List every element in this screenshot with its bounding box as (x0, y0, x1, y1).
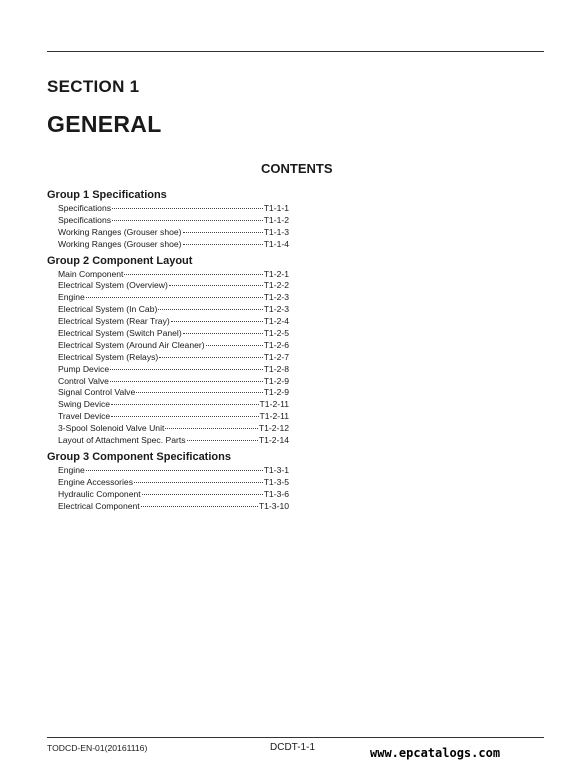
toc-entry[interactable] (58, 328, 289, 340)
toc-group-title: Group 1 Specifications (47, 189, 167, 201)
toc-entry[interactable] (58, 280, 289, 292)
toc-entry-page: T1-3-5 (263, 476, 289, 487)
toc-entry-title: Electrical System (Switch Panel) (58, 328, 182, 339)
toc-entry-title: Hydraulic Component (58, 488, 141, 499)
toc-entry-page: T1-2-6 (263, 339, 289, 350)
toc-dot-leader (141, 506, 258, 507)
toc-entry-title: Electrical System (Relays) (58, 351, 159, 362)
toc-entry-title: Pump Device (58, 363, 110, 374)
toc-entry-page: T1-1-1 (263, 203, 289, 213)
toc-entry[interactable] (58, 435, 289, 447)
toc-entry[interactable] (58, 352, 289, 364)
toc-entry-page: T1-2-8 (263, 363, 289, 374)
toc-entry[interactable] (58, 477, 289, 489)
toc-entry-title: Engine Accessories (58, 476, 133, 487)
toc-dot-leader (110, 381, 263, 382)
toc-dot-leader (187, 440, 258, 441)
toc-entry-page: T1-1-3 (263, 226, 289, 237)
toc-entry-page: T1-2-1 (263, 268, 289, 279)
toc-dot-leader (183, 244, 263, 245)
toc-entry[interactable] (58, 304, 289, 316)
toc-entry-page: T1-3-6 (263, 488, 289, 499)
footer-document-code: TODCD-EN-01(20161116) (47, 743, 148, 753)
toc-dot-leader (86, 470, 263, 471)
toc-dot-leader (112, 220, 263, 221)
toc-dot-leader (206, 345, 263, 346)
toc-entry[interactable] (58, 501, 289, 513)
toc-dot-leader (171, 321, 263, 322)
toc-entry-page: T1-2-4 (263, 316, 289, 327)
footer-page-number: DCDT-1-1 (270, 742, 316, 753)
toc-entry[interactable] (58, 364, 289, 376)
toc-entry-title: Electrical Component (58, 500, 140, 511)
toc-dot-leader (142, 494, 263, 495)
contents-heading: CONTENTS (261, 161, 333, 176)
toc-entry-page: T1-2-3 (263, 304, 289, 315)
toc-entry[interactable] (58, 316, 289, 328)
toc-entry[interactable] (58, 465, 289, 477)
toc-entry-title: Engine (58, 292, 85, 303)
toc-dot-leader (86, 297, 263, 298)
toc-entry-title: Engine (58, 464, 85, 475)
toc-group (47, 188, 289, 251)
toc-entry[interactable] (58, 227, 289, 239)
toc-entry-title: Electrical System (Around Air Cleaner) (58, 339, 205, 350)
toc-dot-leader (124, 274, 262, 275)
toc-entry[interactable] (58, 292, 289, 304)
toc-entry-title: Working Ranges (Grouser shoe) (58, 226, 182, 237)
toc-group-title: Group 2 Component Layout (47, 254, 193, 267)
toc-entry[interactable] (58, 269, 289, 281)
toc-entry-title: 3-Spool Solenoid Valve Unit (58, 423, 165, 434)
toc-entry[interactable] (58, 215, 289, 227)
toc-entry-title: Travel Device (58, 411, 111, 422)
watermark-url[interactable]: www.epcatalogs.com (370, 746, 501, 760)
toc-entry-page: T1-2-9 (263, 387, 289, 398)
toc-entry-title: Main Component (58, 268, 124, 279)
toc-dot-leader (183, 333, 263, 334)
toc-entry[interactable] (58, 411, 289, 423)
toc-entry-page: T1-1-2 (263, 214, 289, 225)
toc-dot-leader (159, 357, 262, 358)
toc-entry-page: T1-1-4 (263, 238, 289, 249)
toc-entry-page: T1-3-1 (263, 464, 289, 475)
toc-entry[interactable] (58, 423, 289, 435)
toc-entry-title: Control Valve (58, 375, 109, 386)
toc-entry-page: T1-2-5 (263, 328, 289, 339)
toc-entry-page: T1-3-10 (258, 500, 289, 511)
toc-dot-leader (111, 404, 258, 405)
toc-entry-title: Layout of Attachment Spec. Parts (58, 435, 186, 446)
toc-dot-leader (111, 416, 258, 417)
toc-entry-page: T1-2-14 (258, 435, 289, 446)
toc-entry[interactable] (58, 203, 289, 215)
toc-dot-leader (158, 309, 262, 310)
toc-entry[interactable] (58, 340, 289, 352)
toc-entry-page: T1-2-7 (263, 351, 289, 362)
toc-entry-page: T1-2-9 (263, 375, 289, 386)
toc-dot-leader (183, 232, 263, 233)
toc-entry-title: Signal Control Valve (58, 387, 136, 398)
toc-entry[interactable] (58, 376, 289, 388)
toc-dot-leader (165, 428, 258, 429)
toc-dot-leader (112, 208, 263, 209)
bottom-rule (47, 737, 544, 738)
toc-entry-title: Swing Device (58, 399, 111, 410)
toc-entry-title: Electrical System (In Cab) (58, 304, 158, 315)
toc-group (47, 450, 289, 513)
toc-group-title: Group 3 Component Specifications (47, 450, 231, 463)
toc-entry-page: T1-2-12 (258, 423, 289, 434)
toc-entry-title: Specifications (58, 214, 112, 225)
toc-group (47, 254, 289, 447)
toc-entry-title: Working Ranges (Grouser shoe) (58, 238, 182, 249)
toc-entry[interactable] (58, 489, 289, 501)
toc-entry[interactable] (58, 239, 289, 251)
toc-entry[interactable] (58, 399, 289, 411)
toc-entry-title: Electrical System (Overview) (58, 280, 168, 291)
section-title: GENERAL (47, 111, 162, 137)
toc-entry-page: T1-2-11 (259, 411, 289, 422)
top-rule (47, 51, 544, 52)
toc-dot-leader (110, 369, 263, 370)
toc-entry[interactable] (58, 387, 289, 399)
toc-entry-page: T1-2-3 (263, 292, 289, 303)
toc-entry-title: Electrical System (Rear Tray) (58, 316, 170, 327)
toc-entry-title: Specifications (58, 203, 112, 213)
toc-dot-leader (136, 392, 262, 393)
table-of-contents (47, 188, 289, 515)
toc-entry-page: T1-2-11 (259, 399, 289, 410)
toc-entry-page: T1-2-2 (263, 280, 289, 291)
section-label: SECTION 1 (47, 77, 140, 96)
toc-dot-leader (134, 482, 263, 483)
toc-dot-leader (169, 285, 263, 286)
